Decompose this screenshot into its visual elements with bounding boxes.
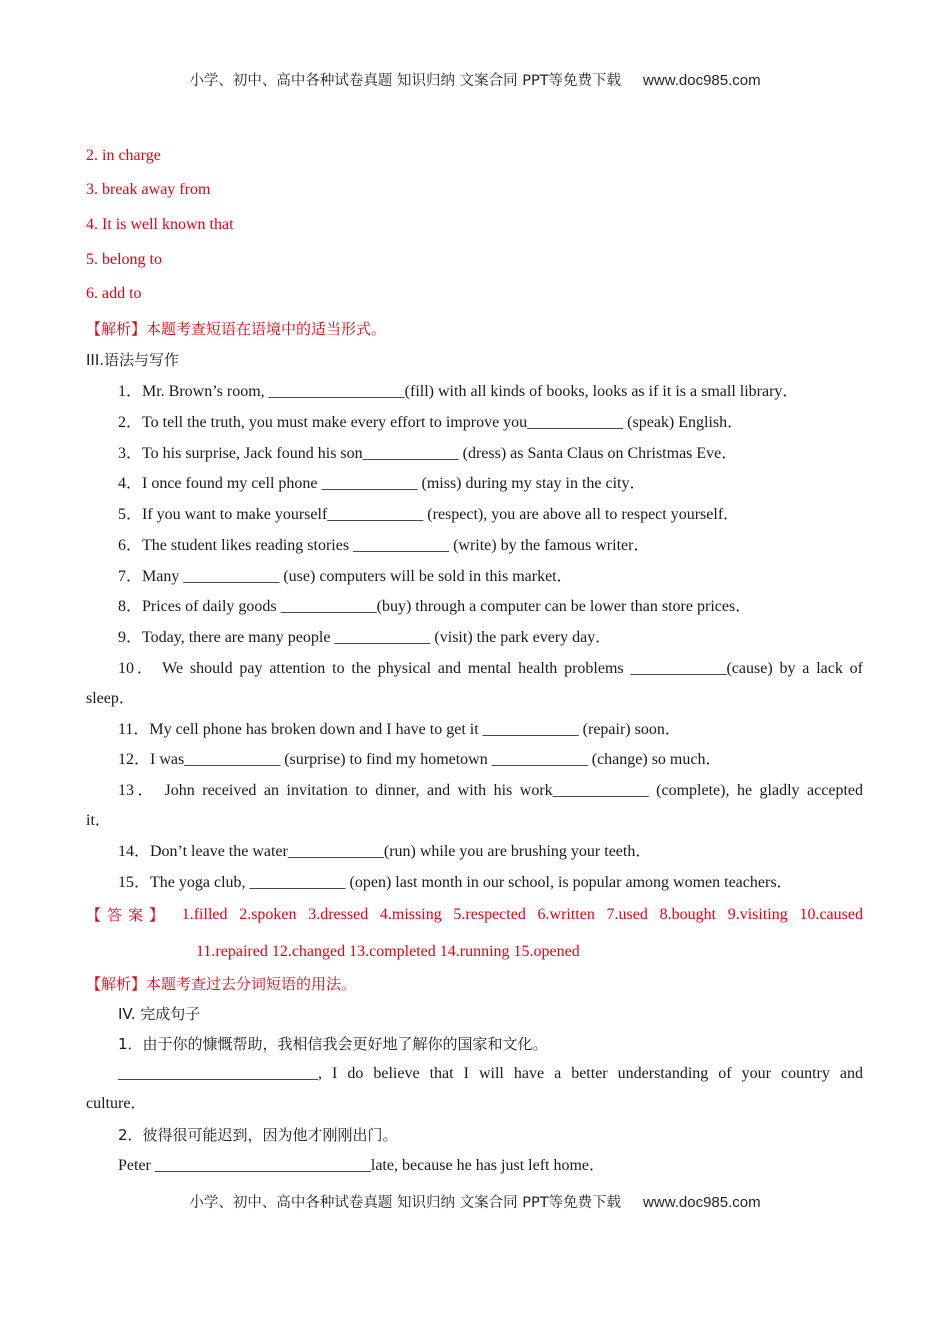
page-footer <box>0 1191 950 1212</box>
answer-key-item: 9.visiting <box>727 906 788 923</box>
question-item: 15．The yoga club, ____________ (open) last month in our school, is popular among women teachers． <box>118 874 793 891</box>
answer-line: 5. belong to <box>86 251 162 268</box>
question-item: 3．To his surprise, Jack found his son____________ (dress) as Santa Claus on Christmas Eve． <box>118 445 738 462</box>
answer-key-item: 1.filled <box>181 906 228 923</box>
question-item: 1．Mr. Brown’s room, _________________(fill) with all kinds of books, looks as if it is a small library． <box>118 383 799 400</box>
answer-key-item: 10.caused <box>799 906 863 923</box>
question-item: 9．Today, there are many people ____________ (visit) the park every day． <box>118 629 612 646</box>
question-item: 10． We should pay attention to the physical and mental health problems ____________(cause) by a lack of <box>118 660 863 677</box>
section-title: III.语法与写作 <box>86 351 180 369</box>
question-item: 4．I once found my cell phone ____________ (miss) during my stay in the city． <box>118 475 646 492</box>
answer-key-line2: 11.repaired 12.changed 13.completed 14.running 15.opened <box>196 943 580 960</box>
page-header <box>0 69 950 90</box>
answer-key-item: 7.used <box>606 906 648 923</box>
question-item: 13． John received an invitation to dinner, and with his work____________ (complete), he gladly accepted <box>118 782 863 799</box>
question-item: 5．If you want to make yourself____________ (respect), you are above all to respect yourself． <box>118 506 740 523</box>
answer-line: 6. add to <box>86 285 142 302</box>
question-item: 6．The student likes reading stories ____________ (write) by the famous writer． <box>118 537 650 554</box>
section-title: IV. 完成句子 <box>118 1005 201 1023</box>
question-item: 14．Don’t leave the water____________(run) while you are brushing your teeth． <box>118 843 652 860</box>
sentence-completion: _________________________, I do believe that I will have a better understanding of your country and <box>118 1065 863 1082</box>
question-item-cont: it． <box>86 812 111 829</box>
translation-prompt: 2．彼得很可能迟到，因为他才刚刚出门。 <box>118 1126 398 1144</box>
footer-text: 小学、初中、高中各种试卷真题 知识归纳 文案合同 PPT等免费下载 <box>189 1195 622 1211</box>
sentence-completion-cont: culture． <box>86 1095 147 1112</box>
answer-key-item: 8.bought <box>659 906 717 923</box>
question-item: 2．To tell the truth, you must make every effort to improve you____________ (speak) English． <box>118 414 744 431</box>
question-item: 11．My cell phone has broken down and I have to get it ____________ (repair) soon． <box>118 721 681 738</box>
footer-url[interactable]: www.doc985.com <box>643 1194 761 1211</box>
analysis-note: 【解析】本题考查短语在语境中的适当形式。 <box>86 320 387 338</box>
answer-key-item: 4.missing <box>379 906 442 923</box>
sentence-completion: Peter ___________________________late, because he has just left home． <box>118 1157 606 1174</box>
answer-line: 3. break away from <box>86 181 211 198</box>
analysis-note: 【解析】本题考查过去分词短语的用法。 <box>86 975 357 993</box>
answer-key-row <box>86 905 863 925</box>
question-item: 7．Many ____________ (use) computers will be sold in this market． <box>118 568 573 585</box>
answer-key-item: 6.written <box>537 906 595 923</box>
answer-line: 4. It is well known that <box>86 216 234 233</box>
header-url[interactable]: www.doc985.com <box>643 72 761 89</box>
question-item-cont: sleep． <box>86 690 135 707</box>
answer-key-item: 5.respected <box>453 906 526 923</box>
question-item: 12．I was____________ (surprise) to find my hometown ____________ (change) so much． <box>118 751 722 768</box>
translation-prompt: 1．由于你的慷慨帮助，我相信我会更好地了解你的国家和文化。 <box>118 1035 548 1053</box>
answer-key-item: 2.spoken <box>239 906 297 923</box>
answer-key-item: 3.dressed <box>308 906 369 923</box>
question-item: 8．Prices of daily goods ____________(buy) through a computer can be lower than store prices． <box>118 598 752 615</box>
answer-key-label: 【答案】 <box>86 906 171 924</box>
header-text: 小学、初中、高中各种试卷真题 知识归纳 文案合同 PPT等免费下载 <box>189 73 622 89</box>
answer-line: 2. in charge <box>86 147 161 164</box>
